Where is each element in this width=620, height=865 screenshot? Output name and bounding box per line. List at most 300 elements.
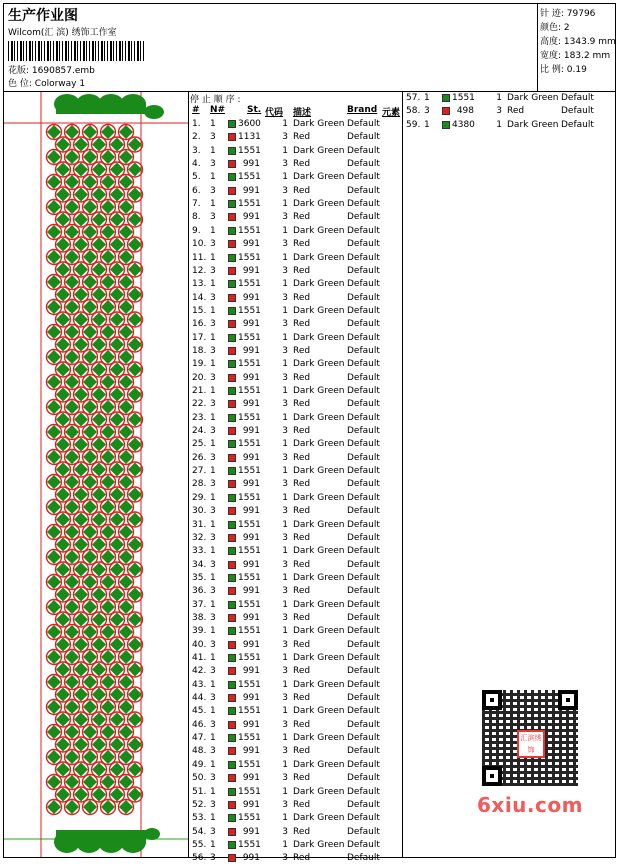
row-needle: 3	[210, 372, 216, 383]
row-stitches: 991	[242, 612, 260, 623]
row-brand: Default	[347, 653, 380, 663]
row-number: 11.	[192, 252, 207, 263]
row-stitches: 1551	[238, 706, 261, 717]
row-code: 1	[282, 412, 288, 423]
row-stitches: 1551	[238, 626, 261, 637]
table-row	[190, 692, 400, 705]
color-swatch	[228, 561, 236, 569]
row-code: 3	[282, 719, 288, 730]
row-description: Red	[293, 612, 311, 623]
row-code: 3	[496, 106, 502, 117]
table-row	[190, 332, 400, 345]
row-stitches: 991	[242, 532, 260, 543]
row-needle: 1	[210, 145, 216, 156]
color-swatch	[228, 320, 236, 328]
color-swatch	[228, 788, 236, 796]
row-code: 1	[282, 839, 288, 850]
row-description: Red	[293, 532, 311, 543]
row-brand: Default	[347, 853, 380, 864]
color-swatch	[228, 294, 236, 302]
row-number: 50.	[192, 773, 207, 784]
color-swatch	[442, 107, 450, 115]
row-needle: 3	[210, 853, 216, 864]
row-brand: Default	[347, 439, 380, 450]
row-description: Dark Green	[293, 572, 345, 583]
row-number: 7.	[192, 199, 201, 210]
col-header-num: #	[192, 105, 200, 115]
row-brand: Default	[347, 426, 380, 437]
stat-label: 比 例:	[540, 65, 564, 75]
stat-label: 宽度:	[540, 51, 562, 61]
table-row	[190, 545, 400, 558]
row-code: 3	[282, 612, 288, 623]
row-description: Red	[293, 746, 311, 757]
row-description: Red	[293, 319, 311, 330]
row-number: 30.	[192, 506, 207, 517]
color-swatch	[228, 667, 236, 675]
stat-value: 2	[563, 23, 570, 33]
color-swatch	[228, 400, 236, 408]
row-needle: 3	[210, 826, 216, 837]
qr-corner	[558, 690, 578, 710]
row-brand: Default	[347, 132, 380, 143]
color-swatch	[228, 574, 236, 582]
row-code: 1	[282, 572, 288, 583]
row-code: 1	[282, 332, 288, 343]
table-row	[190, 465, 400, 478]
row-description: Red	[293, 853, 311, 864]
row-code: 1	[282, 492, 288, 503]
barcode	[8, 41, 146, 61]
table-row	[190, 438, 400, 451]
scallop	[144, 828, 160, 840]
design-preview	[4, 92, 189, 857]
band	[56, 830, 146, 844]
row-needle: 1	[210, 305, 216, 316]
color-swatch	[228, 814, 236, 822]
row-number: 58.	[406, 106, 421, 117]
table-row	[190, 759, 400, 772]
row-description: Dark Green	[293, 439, 345, 450]
row-needle: 3	[210, 746, 216, 757]
row-code: 3	[282, 212, 288, 223]
row-stitches: 1551	[238, 786, 261, 797]
row-code: 3	[282, 292, 288, 303]
color-swatch	[228, 200, 236, 208]
row-number: 24.	[192, 426, 207, 437]
row-description: Dark Green	[293, 653, 345, 663]
row-brand: Default	[561, 93, 594, 103]
row-number: 44.	[192, 693, 207, 704]
table-row	[190, 238, 400, 251]
row-number: 17.	[192, 332, 207, 343]
stat-scale	[540, 62, 587, 75]
stat-value: 0.19	[566, 65, 587, 75]
row-brand: Default	[347, 159, 380, 170]
row-description: Dark Green	[293, 492, 345, 503]
row-brand: Default	[347, 225, 380, 236]
row-code: 3	[282, 239, 288, 250]
row-description: Red	[293, 799, 311, 810]
row-needle: 3	[210, 666, 216, 677]
row-brand: Default	[347, 386, 380, 396]
row-needle: 1	[210, 519, 216, 530]
color-swatch	[228, 187, 236, 195]
table-row	[190, 505, 400, 518]
row-description: Red	[293, 506, 311, 517]
row-stitches: 1551	[238, 172, 261, 183]
row-stitches: 1551	[238, 733, 261, 744]
row-brand: Default	[347, 265, 380, 276]
row-brand: Default	[347, 626, 380, 637]
row-number: 21.	[192, 386, 207, 396]
row-description: Red	[293, 212, 311, 223]
row-needle: 1	[210, 119, 216, 129]
row-needle: 3	[210, 586, 216, 597]
row-code: 3	[282, 773, 288, 784]
row-number: 5.	[192, 172, 201, 183]
row-description: Dark Green	[293, 733, 345, 744]
table-row	[190, 786, 400, 799]
row-stitches: 1551	[238, 332, 261, 343]
row-description: Red	[293, 666, 311, 677]
row-code: 1	[282, 786, 288, 797]
table-row	[190, 745, 400, 758]
table-header-row	[190, 105, 400, 117]
color-swatch	[228, 747, 236, 755]
row-number: 25.	[192, 439, 207, 450]
stat-width	[540, 48, 610, 61]
table-row	[190, 585, 400, 598]
row-needle: 1	[210, 786, 216, 797]
table-row	[190, 345, 400, 358]
row-needle: 1	[210, 653, 216, 663]
color-swatch	[228, 734, 236, 742]
row-stitches: 991	[242, 853, 260, 864]
color-swatch	[228, 307, 236, 315]
color-swatch	[228, 547, 236, 555]
row-needle: 3	[210, 159, 216, 170]
table-row	[190, 732, 400, 745]
table-row	[190, 198, 400, 211]
row-needle: 3	[210, 506, 216, 517]
row-brand: Default	[347, 319, 380, 330]
row-brand: Default	[347, 786, 380, 797]
row-needle: 1	[210, 759, 216, 770]
row-code: 3	[282, 559, 288, 570]
table-row	[190, 211, 400, 224]
row-brand: Default	[347, 839, 380, 850]
table-row	[190, 799, 400, 812]
row-description: Dark Green	[293, 839, 345, 850]
color-swatch	[228, 534, 236, 542]
color-swatch	[442, 94, 450, 102]
row-code: 1	[282, 279, 288, 290]
row-number: 19.	[192, 359, 207, 370]
row-brand: Default	[347, 706, 380, 717]
row-stitches: 1551	[238, 279, 261, 290]
color-swatch	[228, 467, 236, 475]
row-code: 3	[282, 132, 288, 143]
row-brand: Default	[347, 345, 380, 356]
color-swatch	[228, 507, 236, 515]
color-swatch	[228, 707, 236, 715]
color-swatch	[228, 601, 236, 609]
row-brand: Default	[347, 746, 380, 757]
color-swatch	[228, 334, 236, 342]
color-swatch	[228, 774, 236, 782]
row-code: 3	[282, 319, 288, 330]
row-brand: Default	[347, 679, 380, 690]
row-code: 1	[282, 519, 288, 530]
row-stitches: 1131	[238, 132, 261, 143]
row-needle: 3	[210, 639, 216, 650]
row-stitches: 991	[242, 746, 260, 757]
col-header-brand: Brand	[347, 105, 378, 115]
table-row	[190, 265, 400, 278]
row-description: Red	[293, 239, 311, 250]
row-description: Dark Green	[293, 759, 345, 770]
table-row	[190, 412, 400, 425]
color-swatch	[228, 694, 236, 702]
row-stitches: 991	[242, 719, 260, 730]
row-needle: 1	[210, 626, 216, 637]
row-needle: 3	[210, 399, 216, 410]
row-brand: Default	[347, 452, 380, 463]
row-description: Dark Green	[293, 359, 345, 370]
qr-corner	[482, 690, 502, 710]
row-brand: Default	[561, 106, 594, 117]
row-stitches: 1551	[238, 252, 261, 263]
row-brand: Default	[347, 546, 380, 557]
row-number: 47.	[192, 733, 207, 744]
row-needle: 1	[210, 439, 216, 450]
row-code: 1	[282, 599, 288, 610]
row-stitches: 1551	[238, 839, 261, 850]
row-brand: Default	[347, 399, 380, 410]
embroidery-design-image	[4, 92, 188, 857]
row-number: 16.	[192, 319, 207, 330]
row-needle: 1	[210, 679, 216, 690]
table-row	[190, 225, 400, 238]
row-code: 1	[282, 546, 288, 557]
row-number: 54.	[192, 826, 207, 837]
row-stitches: 1551	[238, 759, 261, 770]
row-description: Dark Green	[293, 519, 345, 530]
row-needle: 3	[210, 612, 216, 623]
color-swatch	[228, 614, 236, 622]
color-swatch	[228, 587, 236, 595]
row-needle: 3	[210, 773, 216, 784]
design-file-line	[8, 63, 95, 76]
row-brand: Default	[347, 519, 380, 530]
row-stitches: 991	[242, 586, 260, 597]
color-swatch	[228, 173, 236, 181]
row-needle: 1	[210, 252, 216, 263]
row-brand: Default	[347, 466, 380, 477]
row-description: Dark Green	[293, 172, 345, 183]
row-stitches: 991	[242, 773, 260, 784]
table-row	[190, 492, 400, 505]
row-brand: Default	[347, 145, 380, 156]
row-needle: 1	[210, 466, 216, 477]
row-description: Dark Green	[293, 279, 345, 290]
row-stitches: 3600	[238, 119, 261, 129]
row-needle: 1	[210, 706, 216, 717]
row-number: 38.	[192, 612, 207, 623]
row-description: Dark Green	[293, 199, 345, 210]
row-code: 3	[282, 586, 288, 597]
colorway-line	[8, 76, 85, 89]
table-row	[190, 612, 400, 625]
row-number: 37.	[192, 599, 207, 610]
row-stitches: 1551	[238, 813, 261, 824]
row-stitches: 1551	[238, 546, 261, 557]
row-stitches: 991	[242, 239, 260, 250]
color-swatch	[228, 641, 236, 649]
row-code: 3	[282, 426, 288, 437]
row-brand: Default	[347, 572, 380, 583]
row-number: 39.	[192, 626, 207, 637]
row-number: 48.	[192, 746, 207, 757]
color-swatch	[228, 360, 236, 368]
row-brand: Default	[347, 172, 380, 183]
color-swatch	[228, 761, 236, 769]
row-code: 3	[282, 345, 288, 356]
color-swatch	[228, 681, 236, 689]
row-brand: Default	[347, 212, 380, 223]
row-description: Red	[293, 586, 311, 597]
color-swatch	[228, 240, 236, 248]
color-swatch	[228, 654, 236, 662]
row-number: 36.	[192, 586, 207, 597]
row-code: 3	[282, 479, 288, 490]
qr-logo: 汇滨绣饰	[517, 730, 545, 758]
color-swatch	[228, 828, 236, 836]
row-needle: 1	[210, 199, 216, 210]
row-code: 3	[282, 185, 288, 196]
row-number: 9.	[192, 225, 201, 236]
row-description: Dark Green	[507, 119, 559, 130]
row-number: 49.	[192, 759, 207, 770]
stop-sequence-table	[190, 92, 403, 864]
row-code: 3	[282, 265, 288, 276]
table-row	[190, 278, 400, 291]
color-swatch	[228, 454, 236, 462]
col-header-code: 代码	[265, 108, 284, 118]
row-code: 1	[282, 626, 288, 637]
color-swatch	[228, 494, 236, 502]
row-needle: 3	[210, 426, 216, 437]
row-needle: 1	[210, 279, 216, 290]
color-swatch	[228, 347, 236, 355]
row-description: Dark Green	[293, 786, 345, 797]
row-code: 3	[282, 452, 288, 463]
table-row	[190, 131, 400, 144]
row-brand: Default	[347, 612, 380, 623]
row-brand: Default	[347, 639, 380, 650]
table-row	[190, 679, 400, 692]
table-row	[190, 252, 400, 265]
table-row	[190, 826, 400, 839]
table-row	[190, 532, 400, 545]
row-brand: Default	[347, 279, 380, 290]
row-code: 1	[282, 653, 288, 663]
table-row	[404, 119, 614, 132]
table-row	[190, 171, 400, 184]
row-code: 1	[282, 759, 288, 770]
row-code: 3	[282, 746, 288, 757]
row-brand: Default	[347, 412, 380, 423]
color-swatch	[228, 387, 236, 395]
row-stitches: 498	[456, 106, 474, 117]
row-description: Red	[293, 773, 311, 784]
row-brand: Default	[347, 733, 380, 744]
row-number: 4.	[192, 159, 201, 170]
row-needle: 3	[210, 265, 216, 276]
row-stitches: 991	[242, 426, 260, 437]
row-needle: 3	[210, 132, 216, 143]
row-brand: Default	[347, 239, 380, 250]
row-needle: 3	[210, 719, 216, 730]
row-needle: 3	[210, 185, 216, 196]
row-code: 1	[282, 305, 288, 316]
stat-value: 183.2 mm	[563, 51, 611, 61]
color-swatch	[228, 440, 236, 448]
row-number: 32.	[192, 532, 207, 543]
table-row	[190, 145, 400, 158]
row-code: 1	[282, 439, 288, 450]
row-needle: 3	[210, 532, 216, 543]
row-number: 46.	[192, 719, 207, 730]
row-description: Dark Green	[293, 305, 345, 316]
row-number: 29.	[192, 492, 207, 503]
row-description: Dark Green	[293, 332, 345, 343]
row-number: 57.	[406, 93, 421, 103]
row-description: Dark Green	[293, 412, 345, 423]
color-swatch	[228, 160, 236, 168]
row-description: Red	[293, 426, 311, 437]
row-stitches: 991	[242, 799, 260, 810]
table-row	[190, 452, 400, 465]
row-number: 20.	[192, 372, 207, 383]
row-code: 3	[282, 372, 288, 383]
company-name: Wilcom(汇 滨) 绣饰工作室	[8, 28, 117, 38]
row-brand: Default	[347, 813, 380, 824]
row-description: Dark Green	[293, 466, 345, 477]
row-description: Red	[293, 292, 311, 303]
table-row	[190, 639, 400, 652]
row-code: 1	[282, 733, 288, 744]
row-number: 14.	[192, 292, 207, 303]
row-number: 23.	[192, 412, 207, 423]
row-description: Dark Green	[507, 93, 559, 103]
row-code: 3	[282, 506, 288, 517]
color-swatch	[228, 841, 236, 849]
row-stitches: 991	[242, 372, 260, 383]
row-needle: 1	[210, 572, 216, 583]
table-row	[190, 118, 400, 131]
row-code: 1	[282, 225, 288, 236]
table-row	[190, 625, 400, 638]
row-stitches: 991	[242, 212, 260, 223]
row-description: Red	[293, 639, 311, 650]
color-swatch	[228, 267, 236, 275]
row-needle: 3	[210, 239, 216, 250]
color-swatch	[228, 627, 236, 635]
row-description: Red	[293, 452, 311, 463]
row-stitches: 991	[242, 345, 260, 356]
